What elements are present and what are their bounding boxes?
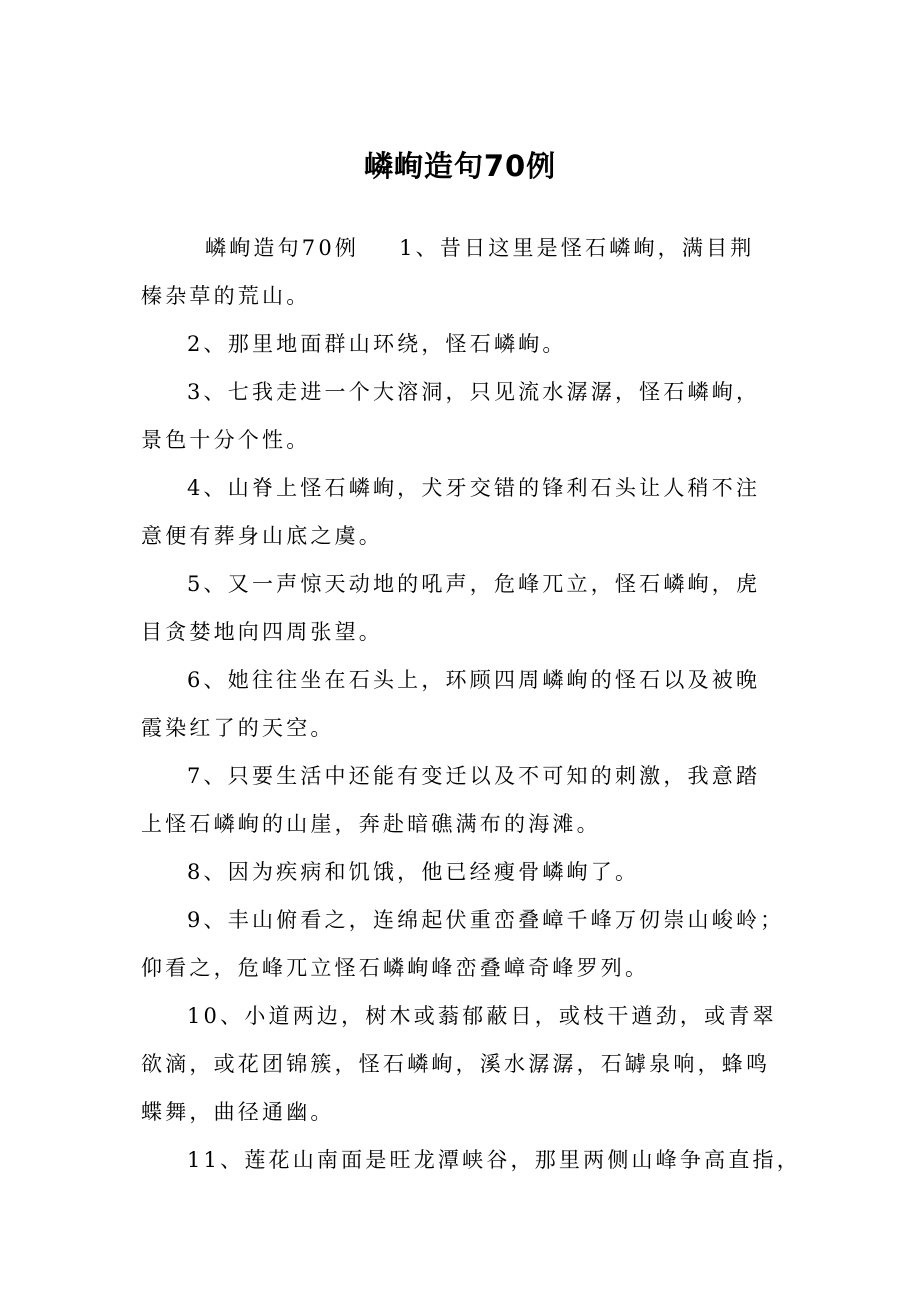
text-line bbox=[141, 708, 786, 756]
document-body bbox=[141, 228, 801, 1188]
sentence-10-part-3: 蝶舞，曲径通幽。 bbox=[141, 1100, 335, 1124]
text-line bbox=[141, 756, 786, 804]
sentence-6-part-1: 6、她往往坐在石头上，环顾四周嶙峋的怪石以及被晚 bbox=[187, 668, 761, 692]
sentence-11-part-1: 11、莲花山南面是旺龙潭峡谷，那里两侧山峰争高直指， bbox=[187, 1148, 801, 1172]
text-line bbox=[141, 276, 786, 324]
sentence-7-part-1: 7、只要生活中还能有变迁以及不可知的刺激，我意踏 bbox=[187, 764, 761, 788]
sentence-10-part-2: 欲滴，或花团锦簇，怪石嶙峋，溪水潺潺，石罅泉响，蜂鸣 bbox=[141, 1052, 771, 1076]
sentence-3-part-2: 景色十分个性。 bbox=[141, 428, 311, 452]
text-line bbox=[141, 1092, 786, 1140]
text-line bbox=[141, 996, 786, 1044]
sentence-5-part-2: 目贪婪地向四周张望。 bbox=[141, 620, 383, 644]
sentence-8: 8、因为疾病和饥饿，他已经瘦骨嶙峋了。 bbox=[187, 860, 640, 884]
sentence-5-part-1: 5、又一声惊天动地的吼声，危峰兀立，怪石嶙峋，虎 bbox=[187, 572, 761, 596]
sentence-9-part-1: 9、丰山俯看之，连绵起伏重峦叠嶂千峰万仞崇山峻岭； bbox=[187, 908, 785, 932]
text-line bbox=[141, 228, 786, 276]
text-line bbox=[141, 324, 786, 372]
text-line bbox=[141, 948, 786, 996]
text-line bbox=[141, 516, 786, 564]
lead-label: 嶙峋造句70例 bbox=[205, 236, 360, 260]
text-line bbox=[141, 804, 786, 852]
sentence-3-part-1: 3、七我走进一个大溶洞，只见流水潺潺，怪石嶙峋， bbox=[187, 380, 761, 404]
sentence-2: 2、那里地面群山环绕，怪石嶙峋。 bbox=[187, 332, 567, 356]
sentence-1-part-2: 榛杂草的荒山。 bbox=[141, 284, 311, 308]
text-line bbox=[141, 852, 786, 900]
text-line bbox=[141, 1140, 801, 1188]
sentence-4-part-1: 4、山脊上怪石嶙峋，犬牙交错的锋利石头让人稍不注 bbox=[187, 476, 761, 500]
text-line bbox=[141, 660, 786, 708]
text-line bbox=[141, 1044, 786, 1092]
sentence-10-part-1: 10、小道两边，树木或蓊郁蔽日，或枝干遒劲，或青翠 bbox=[187, 1004, 777, 1028]
text-line bbox=[141, 468, 786, 516]
text-line bbox=[141, 564, 786, 612]
sentence-9-part-2: 仰看之，危峰兀立怪石嶙峋峰峦叠嶂奇峰罗列。 bbox=[141, 956, 650, 980]
sentence-4-part-2: 意便有葬身山底之虞。 bbox=[141, 524, 383, 548]
text-line bbox=[141, 420, 786, 468]
text-line bbox=[141, 372, 786, 420]
sentence-6-part-2: 霞染红了的天空。 bbox=[141, 716, 335, 740]
text-line bbox=[141, 612, 786, 660]
document-title: 嶙峋造句70例 bbox=[363, 149, 557, 183]
text-line bbox=[141, 900, 786, 948]
sentence-1-part-1: 1、昔日这里是怪石嶙峋，满目荆 bbox=[399, 236, 755, 260]
sentence-7-part-2: 上怪石嶙峋的山崖，奔赴暗礁满布的海滩。 bbox=[141, 812, 601, 836]
